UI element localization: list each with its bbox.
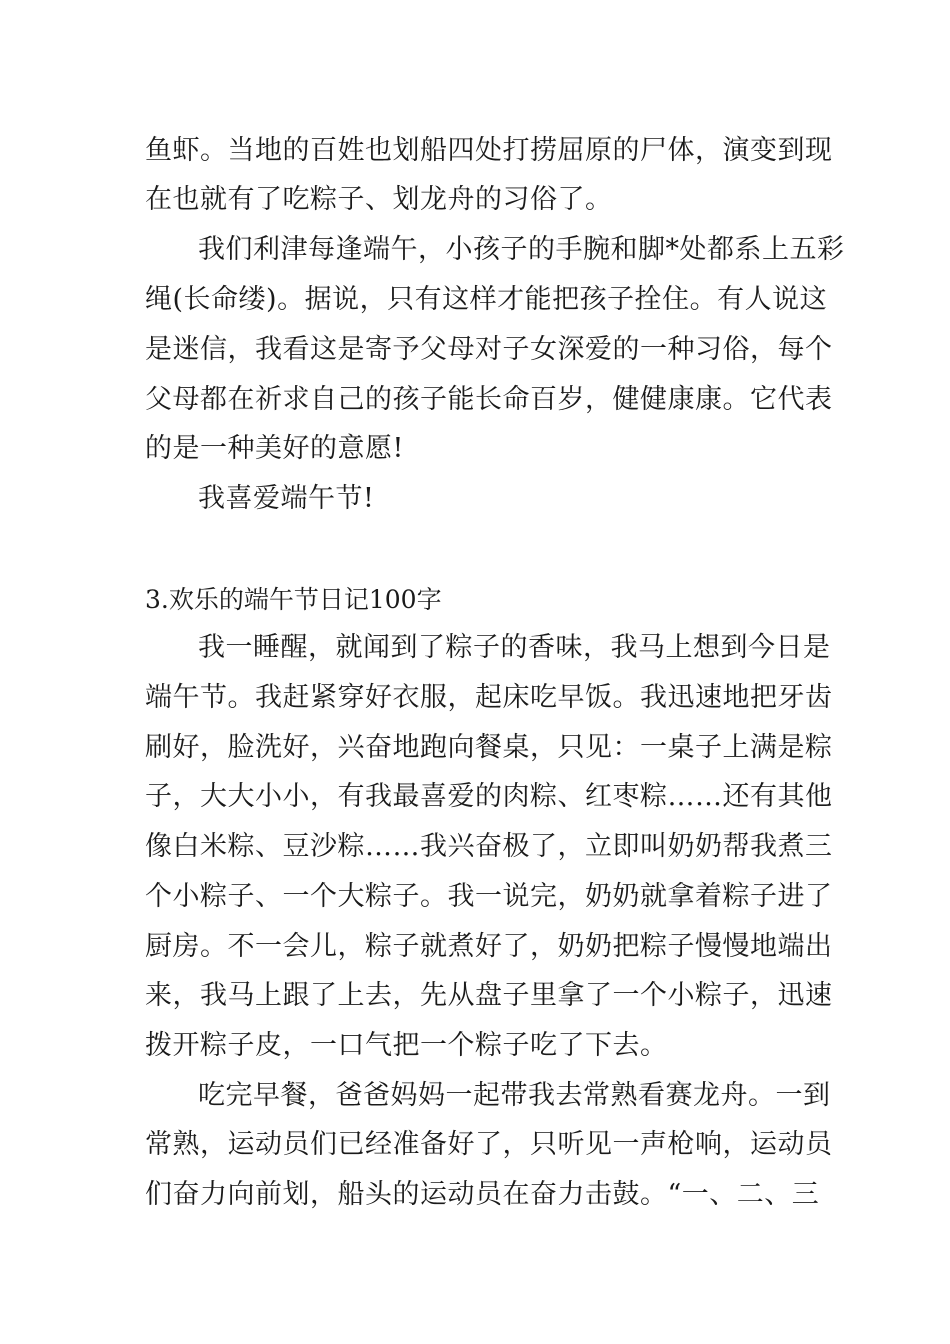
paragraph-line: 子，大大小小，有我最喜爱的肉粽、红枣粽……还有其他: [145, 781, 833, 812]
section-heading: 3.欢乐的端午节日记100字: [145, 585, 442, 614]
paragraph-line: 我一睡醒，就闻到了粽子的香味，我马上想到今日是: [198, 632, 831, 663]
paragraph-line: 像白米粽、豆沙粽……我兴奋极了，立即叫奶奶帮我煮三: [145, 831, 833, 862]
paragraph-line: 绳(长命缕)。据说，只有这样才能把孩子拴住。有人说这: [145, 284, 828, 315]
paragraph-line: 我们利津每逢端午，小孩子的手腕和脚*处都系上五彩: [198, 234, 845, 265]
paragraph-line: 来，我马上跟了上去，先从盘子里拿了一个小粽子，迅速: [145, 980, 833, 1011]
paragraph-line: 的是一种美好的意愿!: [145, 433, 404, 464]
paragraph-line: 吃完早餐，爸爸妈妈一起带我去常熟看赛龙舟。一到: [198, 1080, 831, 1111]
paragraph-line: 是迷信，我看这是寄予父母对子女深爱的一种习俗，每个: [145, 334, 833, 365]
paragraph-line: 常熟，运动员们已经准备好了，只听见一声枪响，运动员: [145, 1129, 833, 1160]
paragraph-line: 端午节。我赶紧穿好衣服，起床吃早饭。我迅速地把牙齿: [145, 682, 833, 713]
paragraph-line: 厨房。不一会儿，粽子就煮好了，奶奶把粽子慢慢地端出: [145, 931, 833, 962]
paragraph-line: 拨开粽子皮，一口气把一个粽子吃了下去。: [145, 1030, 668, 1061]
paragraph-line: 父母都在祈求自己的孩子能长命百岁，健健康康。它代表: [145, 384, 833, 415]
paragraph-line: 鱼虾。当地的百姓也划船四处打捞屈原的尸体，演变到现: [145, 135, 833, 166]
paragraph-line: 我喜爱端午节!: [198, 483, 375, 514]
paragraph-line: 们奋力向前划，船头的运动员在奋力击鼓。“一、二、三: [145, 1179, 820, 1210]
paragraph-line: 个小粽子、一个大粽子。我一说完，奶奶就拿着粽子进了: [145, 881, 833, 912]
paragraph-line: 在也就有了吃粽子、划龙舟的习俗了。: [145, 184, 613, 215]
paragraph-line: 刷好，脸洗好，兴奋地跑向餐桌，只见：一桌子上满是粽: [145, 732, 833, 763]
